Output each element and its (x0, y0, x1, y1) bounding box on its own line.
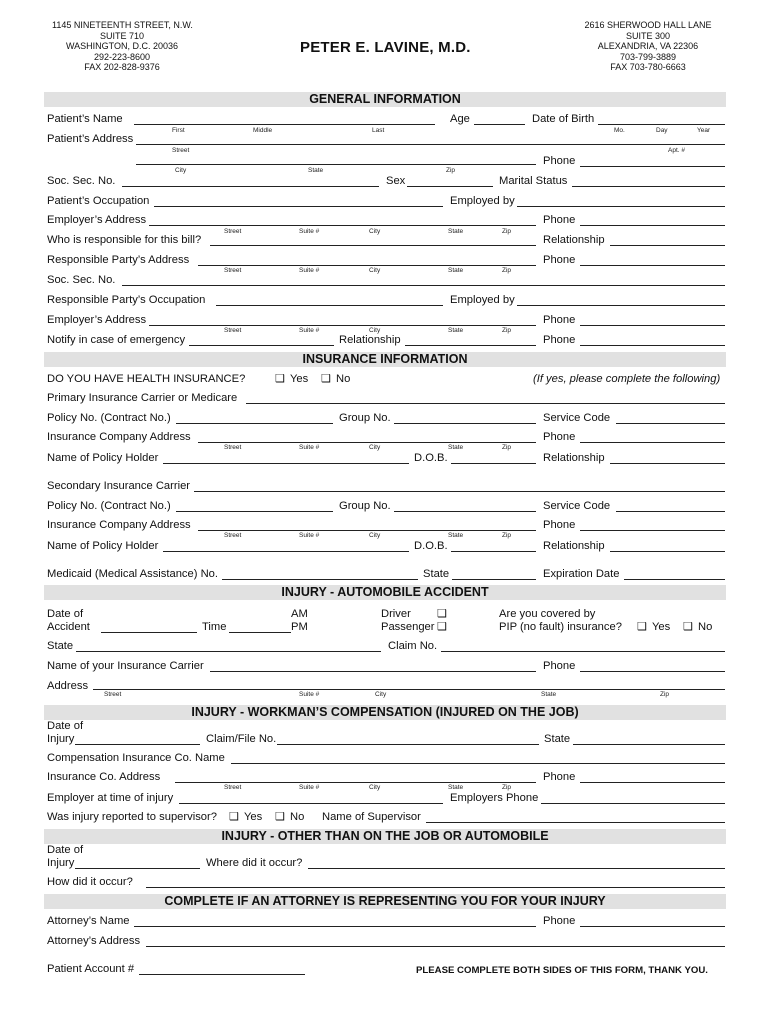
employer-address-field[interactable] (149, 225, 536, 226)
accident-carrier-address-field[interactable] (93, 689, 725, 690)
street-sublabel: Street (224, 532, 242, 539)
zip-sublabel: Zip (502, 228, 512, 235)
address-line: 703-799-3889 (619, 51, 677, 62)
sex-field[interactable] (407, 186, 493, 187)
accident-claim-no-field[interactable] (441, 651, 725, 652)
where-label: Where did it occur? (206, 857, 303, 869)
suite-sublabel: Suite # (299, 532, 320, 539)
reported-no-checkbox[interactable]: ❑ (275, 811, 285, 823)
secondary-carrier-field[interactable] (194, 491, 725, 492)
group-no-label: Group No. (339, 500, 391, 512)
address-line: FAX 202-828-9376 (84, 62, 160, 72)
apt-sublabel: Apt. # (668, 147, 685, 154)
street-sublabel: Street (224, 228, 242, 235)
phone-label: Phone (543, 334, 576, 346)
state-sublabel: State (308, 167, 324, 174)
attorney-name-field[interactable] (134, 926, 536, 927)
primary-policy-holder-field[interactable] (163, 463, 409, 464)
driver-label: Driver (381, 608, 411, 620)
phone-label: Phone (543, 314, 576, 326)
last-sublabel: Last (372, 127, 385, 134)
zip-sublabel: Zip (502, 784, 512, 791)
phone-label: Phone (543, 254, 576, 266)
section-attorney: COMPLETE IF AN ATTORNEY IS REPRESENTING YOU FOR YOUR INJURY (44, 894, 726, 909)
street-sublabel: Street (172, 147, 190, 154)
no-label: No (698, 621, 713, 633)
insurance-no-checkbox[interactable]: ❑ (321, 373, 331, 385)
section-workmans-comp: INJURY - WORKMAN’S COMPENSATION (INJURED ON THE JOB) (44, 705, 726, 720)
responsible-address-field[interactable] (198, 265, 536, 266)
state-sublabel: State (448, 784, 464, 791)
secondary-service-code-field[interactable] (616, 511, 725, 512)
date-of-label: Date of (47, 608, 84, 620)
city-sublabel: City (369, 327, 381, 334)
occupation-label: Patient’s Occupation (47, 195, 150, 207)
reported-label: Was injury reported to supervisor? (47, 811, 217, 823)
work-claim-file-field[interactable] (277, 744, 539, 745)
service-code-label: Service Code (543, 500, 611, 512)
secondary-group-no-field[interactable] (394, 511, 536, 512)
responsible-employer-address-field[interactable] (149, 325, 536, 326)
first-sublabel: First (172, 127, 185, 134)
ins-co-address-label: Insurance Company Address (47, 519, 191, 531)
covered-label-line2: PIP (no fault) insurance? (499, 621, 622, 633)
middle-sublabel: Middle (253, 127, 273, 134)
expiration-label: Expiration Date (543, 568, 620, 580)
city-sublabel: City (175, 167, 187, 174)
emergency-contact-field[interactable] (189, 345, 334, 346)
relationship-label: Relationship (543, 540, 605, 552)
patient-phone-field[interactable] (580, 166, 725, 167)
patient-address-city-field[interactable] (136, 164, 536, 165)
section-insurance-information: INSURANCE INFORMATION (44, 352, 726, 367)
year-sublabel: Year (697, 127, 711, 134)
employer-phone-field[interactable] (580, 225, 725, 226)
secondary-ins-address-field[interactable] (198, 530, 536, 531)
city-sublabel: City (369, 444, 381, 451)
address-line: SUITE 710 (99, 30, 145, 41)
zip-sublabel: Zip (446, 167, 456, 174)
patient-address-street-field[interactable] (136, 144, 725, 145)
street-sublabel: Street (224, 444, 242, 451)
group-no-label: Group No. (339, 412, 391, 424)
phone-label: Phone (543, 155, 576, 167)
dob-label: Date of Birth (532, 113, 595, 125)
patient-name-field[interactable] (134, 124, 435, 125)
suite-sublabel: Suite # (299, 267, 320, 274)
dob-field[interactable] (598, 124, 725, 125)
medicaid-expiration-field[interactable] (624, 579, 725, 580)
medicaid-label: Medicaid (Medical Assistance) No. (47, 568, 218, 580)
if-yes-note: (If yes, please complete the following) (533, 373, 721, 385)
supervisor-label: Name of Supervisor (322, 811, 421, 823)
state-label: State (47, 640, 74, 652)
marital-status-label: Marital Status (499, 175, 568, 187)
primary-service-code-field[interactable] (616, 423, 725, 424)
street-sublabel: Street (104, 691, 122, 698)
secondary-policy-no-field[interactable] (176, 511, 333, 512)
work-state-field[interactable] (573, 744, 725, 745)
street-sublabel: Street (224, 267, 242, 274)
suite-sublabel: Suite # (299, 691, 320, 698)
phone-label: Phone (543, 660, 576, 672)
yes-label: Yes (244, 811, 263, 823)
passenger-label: Passenger (381, 621, 435, 633)
city-sublabel: City (369, 784, 381, 791)
relationship-label: Relationship (339, 334, 401, 346)
ins-co-address-label: Insurance Co. Address (47, 771, 161, 783)
policy-no-label: Policy No. (Contract No.) (47, 500, 171, 512)
policy-no-label: Policy No. (Contract No.) (47, 412, 171, 424)
ins-co-address-label: Insurance Company Address (47, 431, 191, 443)
secondary-policy-holder-field[interactable] (163, 551, 409, 552)
patient-name-label: Patient’s Name (47, 113, 123, 125)
state-sublabel: State (448, 532, 464, 539)
phone-label: Phone (543, 519, 576, 531)
yes-label: Yes (290, 373, 309, 385)
claim-no-label: Claim No. (388, 640, 438, 652)
responsible-employer-phone-field[interactable] (580, 325, 725, 326)
employer-address-label: Employer’s Address (47, 314, 147, 326)
responsible-occupation-field[interactable] (216, 305, 443, 306)
pip-no-checkbox[interactable]: ❑ (683, 621, 693, 633)
section-general-information: GENERAL INFORMATION (44, 92, 726, 107)
city-sublabel: City (369, 267, 381, 274)
state-sublabel: State (448, 228, 464, 235)
ssn-label: Soc. Sec. No. (47, 274, 116, 286)
city-sublabel: City (369, 228, 381, 235)
zip-sublabel: Zip (502, 444, 512, 451)
insurance-yes-checkbox[interactable]: ❑ (275, 373, 285, 385)
phone-label: Phone (543, 771, 576, 783)
primary-ins-phone-field[interactable] (580, 442, 725, 443)
injury-label: Injury (47, 733, 75, 745)
secondary-ins-phone-field[interactable] (580, 530, 725, 531)
accident-time-field[interactable] (229, 632, 291, 633)
street-sublabel: Street (224, 327, 242, 334)
emergency-relationship-field[interactable] (405, 345, 536, 346)
secondary-holder-relationship-field[interactable] (610, 551, 725, 552)
responsible-phone-field[interactable] (580, 265, 725, 266)
occupation-field[interactable] (154, 206, 443, 207)
state-sublabel: State (541, 691, 557, 698)
zip-sublabel: Zip (502, 532, 512, 539)
no-label: No (336, 373, 351, 385)
state-label: State (423, 568, 450, 580)
injury-label: Injury (47, 857, 75, 869)
primary-holder-dob-field[interactable] (451, 463, 536, 464)
relationship-label: Relationship (543, 452, 605, 464)
address-line: ALEXANDRIA, VA 22306 (597, 41, 699, 51)
phone-label: Phone (543, 915, 576, 927)
service-code-label: Service Code (543, 412, 611, 424)
address-line: 1145 NINETEENTH STREET, N.W. (52, 20, 193, 30)
passenger-checkbox[interactable]: ❑ (437, 621, 447, 633)
doctor-name-title: PETER E. LAVINE, M.D. (300, 39, 471, 56)
comp-ins-address-field[interactable] (175, 782, 536, 783)
how-occur-field[interactable] (146, 887, 725, 888)
address-line: FAX 703-780-6663 (610, 62, 686, 72)
address-line: SUITE 300 (625, 30, 671, 41)
date-of-label: Date of (47, 844, 84, 856)
responsible-field[interactable] (210, 245, 536, 246)
comp-insurance-name-label: Compensation Insurance Co. Name (47, 752, 225, 764)
address-line: 2616 SHERWOOD HALL LANE (584, 20, 712, 30)
patient-address-label: Patient’s Address (47, 133, 134, 145)
accident-label: Accident (47, 621, 90, 633)
comp-ins-phone-field[interactable] (580, 782, 725, 783)
covered-label-line1: Are you covered by (499, 608, 596, 620)
medicaid-state-field[interactable] (452, 579, 536, 580)
responsible-occupation-label: Responsible Party’s Occupation (47, 294, 206, 306)
other-injury-date-field[interactable] (75, 868, 200, 869)
phone-label: Phone (543, 431, 576, 443)
state-sublabel: State (448, 267, 464, 274)
marital-status-field[interactable] (572, 186, 725, 187)
relationship-label: Relationship (543, 234, 605, 246)
how-label: How did it occur? (47, 876, 133, 888)
attorney-address-label: Attorney’s Address (47, 935, 141, 947)
age-label: Age (450, 113, 470, 125)
primary-ins-address-field[interactable] (198, 442, 536, 443)
left-address (52, 20, 192, 73)
employer-at-time-label: Employer at time of injury (47, 792, 174, 804)
employed-by-label: Employed by (450, 294, 515, 306)
phone-label: Phone (543, 214, 576, 226)
suite-sublabel: Suite # (299, 784, 320, 791)
where-occur-field[interactable] (308, 868, 725, 869)
no-label: No (290, 811, 305, 823)
policy-holder-label: Name of Policy Holder (47, 540, 159, 552)
work-injury-date-field[interactable] (75, 744, 200, 745)
am-label: AM (291, 608, 308, 620)
age-field[interactable] (474, 124, 525, 125)
employer-address-label: Employer’s Address (47, 214, 147, 226)
primary-policy-no-field[interactable] (176, 423, 333, 424)
responsible-employed-by-field[interactable] (517, 305, 725, 306)
responsible-address-label: Responsible Party’s Address (47, 254, 190, 266)
state-sublabel: State (448, 327, 464, 334)
employers-phone-field[interactable] (541, 803, 725, 804)
insurance-carrier-name-label: Name of your Insurance Carrier (47, 660, 204, 672)
zip-sublabel: Zip (502, 327, 512, 334)
section-other-injury: INJURY - OTHER THAN ON THE JOB OR AUTOMOBILE (44, 829, 726, 844)
policy-holder-label: Name of Policy Holder (47, 452, 159, 464)
dob-short-label: D.O.B. (414, 540, 448, 552)
yes-label: Yes (652, 621, 671, 633)
dob-short-label: D.O.B. (414, 452, 448, 464)
driver-checkbox[interactable]: ❑ (437, 608, 447, 620)
claim-file-label: Claim/File No. (206, 733, 277, 745)
patient-account-field[interactable] (139, 974, 305, 975)
attorney-name-label: Attorney’s Name (47, 915, 130, 927)
pip-yes-checkbox[interactable]: ❑ (637, 621, 647, 633)
responsible-label: Who is responsible for this bill? (47, 234, 202, 246)
city-sublabel: City (375, 691, 387, 698)
zip-sublabel: Zip (660, 691, 670, 698)
secondary-holder-dob-field[interactable] (451, 551, 536, 552)
primary-group-no-field[interactable] (394, 423, 536, 424)
sex-label: Sex (386, 175, 406, 187)
day-sublabel: Day (656, 127, 668, 134)
responsible-ssn-field[interactable] (122, 285, 725, 286)
have-insurance-label: DO YOU HAVE HEALTH INSURANCE? (47, 373, 246, 385)
section-auto-accident: INJURY - AUTOMOBILE ACCIDENT (44, 585, 726, 600)
secondary-carrier-label: Secondary Insurance Carrier (47, 480, 191, 492)
supervisor-name-field[interactable] (426, 822, 725, 823)
medicaid-no-field[interactable] (222, 579, 418, 580)
attorney-phone-field[interactable] (580, 926, 725, 927)
comp-insurance-name-field[interactable] (231, 763, 725, 764)
address-line: 292-223-8600 (93, 51, 151, 62)
accident-carrier-field[interactable] (210, 671, 536, 672)
emergency-label: Notify in case of emergency (47, 334, 186, 346)
accident-date-field[interactable] (101, 632, 197, 633)
employed-by-field[interactable] (517, 206, 725, 207)
responsible-relationship-field[interactable] (610, 245, 725, 246)
time-label: Time (202, 621, 227, 633)
employer-at-time-field[interactable] (179, 803, 443, 804)
primary-carrier-label: Primary Insurance Carrier or Medicare (47, 392, 238, 404)
state-sublabel: State (448, 444, 464, 451)
suite-sublabel: Suite # (299, 327, 320, 334)
primary-carrier-field[interactable] (246, 403, 725, 404)
ssn-field[interactable] (122, 186, 379, 187)
date-of-label: Date of (47, 720, 84, 732)
address-line: WASHINGTON, D.C. 20036 (65, 41, 179, 51)
month-sublabel: Mo. (614, 127, 625, 134)
accident-state-field[interactable] (76, 651, 381, 652)
patient-account-label: Patient Account # (47, 963, 135, 975)
suite-sublabel: Suite # (299, 228, 320, 235)
ssn-label: Soc. Sec. No. (47, 175, 116, 187)
street-sublabel: Street (224, 784, 242, 791)
emergency-phone-field[interactable] (580, 345, 725, 346)
employers-phone-label: Employers Phone (450, 792, 539, 804)
footer-note: PLEASE COMPLETE BOTH SIDES OF THIS FORM, THANK YOU. (416, 965, 708, 976)
reported-yes-checkbox[interactable]: ❑ (229, 811, 239, 823)
accident-carrier-phone-field[interactable] (580, 671, 725, 672)
city-sublabel: City (369, 532, 381, 539)
employed-by-label: Employed by (450, 195, 515, 207)
right-address (578, 20, 718, 73)
address-label: Address (47, 680, 89, 692)
state-label: State (544, 733, 571, 745)
suite-sublabel: Suite # (299, 444, 320, 451)
zip-sublabel: Zip (502, 267, 512, 274)
attorney-address-field[interactable] (146, 946, 725, 947)
primary-holder-relationship-field[interactable] (610, 463, 725, 464)
pm-label: PM (291, 621, 308, 633)
